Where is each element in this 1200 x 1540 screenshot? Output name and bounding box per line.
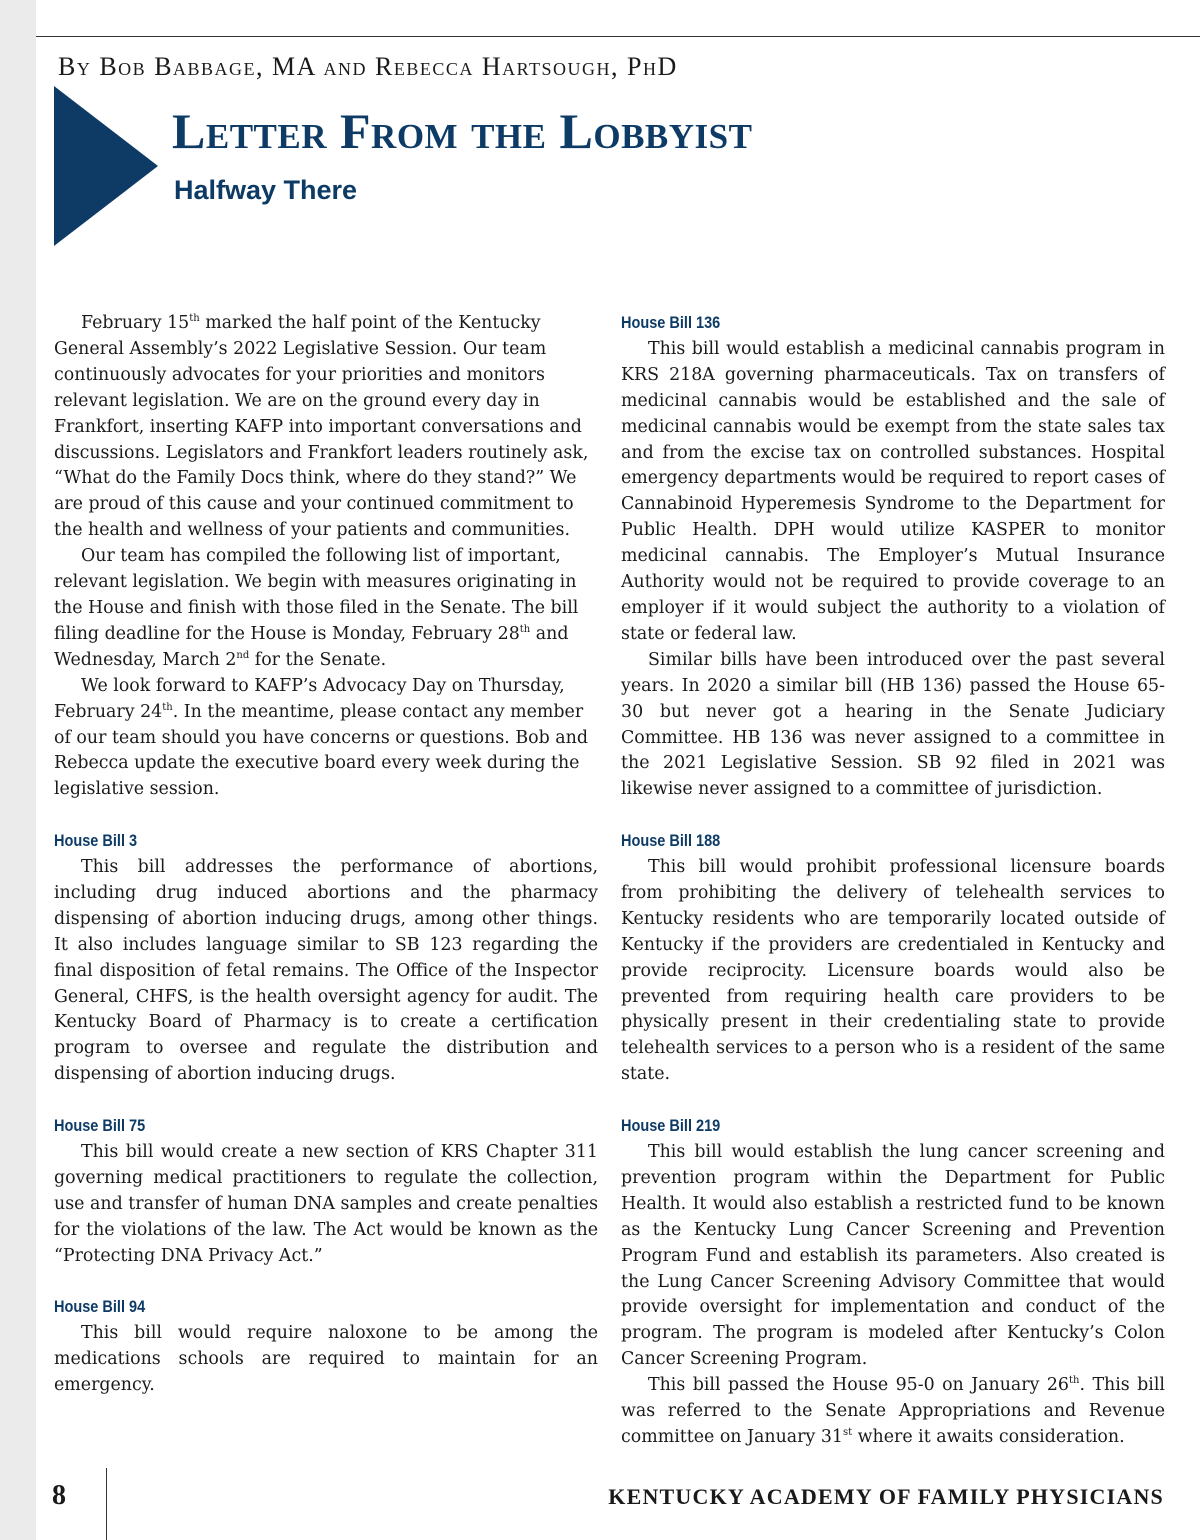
byline: By Bob Babbage, MA and Rebecca Hartsough, PhD <box>58 52 678 81</box>
bill-heading-hb136: House Bill 136 <box>621 314 721 332</box>
bill-text-hb136-2: Similar bills have been introduced over the past several years. In 2020 a similar bill (HB 136) passed the House 65-30 but never got a hearing in the Senate Judiciary Committee. HB 136 was never assigned to a committee in the 2021 Legislative Session. SB 92 filed in 2021 was likewise never assigned to a committee of jurisdiction. <box>621 649 1165 800</box>
article-subtitle: Halfway There <box>174 175 358 205</box>
top-rule <box>36 36 1200 37</box>
bill-text-hb219-1: This bill would establish the lung cancer screening and prevention program within the Department for Public Health. It would also establish a restricted fund to be known as the Kentucky Lung Cancer Screening and Prevention Program Fund and establish its parameters. Also created is the Lung Cancer Screening Advisory Committee that would provide oversight for implementation and conduct of the program. The program is modeled after Kentucky’s Colon Cancer Screening Program. <box>621 1141 1165 1370</box>
bill-heading-hb94: House Bill 94 <box>54 1298 146 1317</box>
side-strip <box>0 0 36 1540</box>
bill-heading-hb188: House Bill 188 <box>621 832 721 851</box>
bill-heading-hb219: House Bill 219 <box>621 1117 721 1136</box>
bill-text-hb3: This bill addresses the performance of abortions, including drug induced abortions and the pharmacy dispensing of abortion inducing drugs, among other things. It also includes language similar to SB 123 regarding the final disposition of fetal remains. The Office of the Inspector General, CHFS, is the health oversight agency for audit. The Kentucky Board of Pharmacy is to create a certification program to oversee and regulate the distribution and dispensing of abortion inducing drugs. <box>54 857 598 1085</box>
triangle-arrow-icon <box>54 86 158 246</box>
footer-divider <box>106 1468 107 1540</box>
bill-text-hb75: This bill would create a new section of KRS Chapter 311 governing medical practitioners to regulate the collection, use and transfer of human DNA samples and create penalties for the violations of the law. The Act would be known as the “Protecting DNA Privacy Act.” <box>54 1141 598 1266</box>
bill-heading-hb75: House Bill 75 <box>54 1117 146 1136</box>
article-title: Letter From the Lobbyist <box>172 103 753 159</box>
intro-paragraph-1: February 15th marked the half point of the Kentucky General Assembly’s 2022 Legislative Session. Our team continuously advocates for your priorities and monitors relevant legislation. We are on the ground every day in Frankfort, inserting KAFP into important conversations and discussions. Legislators and Frankfort leaders routinely ask, “What do the Family Docs think, where do they stand?” We are proud of this cause and your continued commitment to the health and wellness of your patients and communities. <box>54 313 589 541</box>
page-number: 8 <box>52 1480 66 1511</box>
bill-text-hb136-1: This bill would establish a medicinal cannabis program in KRS 218A governing pharmaceuticals. Tax on transfers of medicinal cannabis would be established and the sale of medicinal cannabis would be exempt from the state sales tax and from the excise tax on controlled substances. Hospital emergency departments would be required to report cases of Cannabinoid Hyperemesis Syndrome to the Department for Public Health. DPH would utilize KASPER to monitor medicinal cannabis. The Employer’s Mutual Insurance Authority would not be required to provide coverage to an employer if it would subject the authority to a violation of state or federal law. <box>621 338 1165 644</box>
left-column <box>54 311 598 1399</box>
footer-organization: KENTUCKY ACADEMY OF FAMILY PHYSICIANS <box>608 1484 1164 1509</box>
bill-heading-hb3: House Bill 3 <box>54 832 138 851</box>
bill-text-hb94: This bill would require naloxone to be among the medications schools are required to maintain for an emergency. <box>54 1323 598 1396</box>
bill-text-hb188: This bill would prohibit professional licensure boards from prohibiting the delivery of telehealth services to Kentucky residents who are temporarily located outside of Kentucky if the providers are credentialed in Kentucky and provide reciprocity. Licensure boards would also be prevented from requiring health care providers to be physically present in their credentialing state to provide telehealth services to a person who is a resident of the same state. <box>621 857 1165 1085</box>
bill-text-hb219-2: This bill passed the House 95-0 on January 26th. This bill was referred to the Senate Appropriations and Revenue committee on January 31st where it awaits consideration. <box>621 1375 1165 1447</box>
right-column <box>621 311 1165 1451</box>
intro-paragraph-2: Our team has compiled the following list of important, relevant legislation. We begin with measures originating in the House and finish with those filed in the Senate. The bill filing deadline for the House is Monday, February 28th and Wednesday, March 2nd for the Senate. <box>54 546 579 670</box>
intro-paragraph-3: We look forward to KAFP’s Advocacy Day on Thursday, February 24th. In the meantime, please contact any member of our team should you have concerns or questions. Bob and Rebecca update the executive board every week during the legislative session. <box>54 675 588 800</box>
